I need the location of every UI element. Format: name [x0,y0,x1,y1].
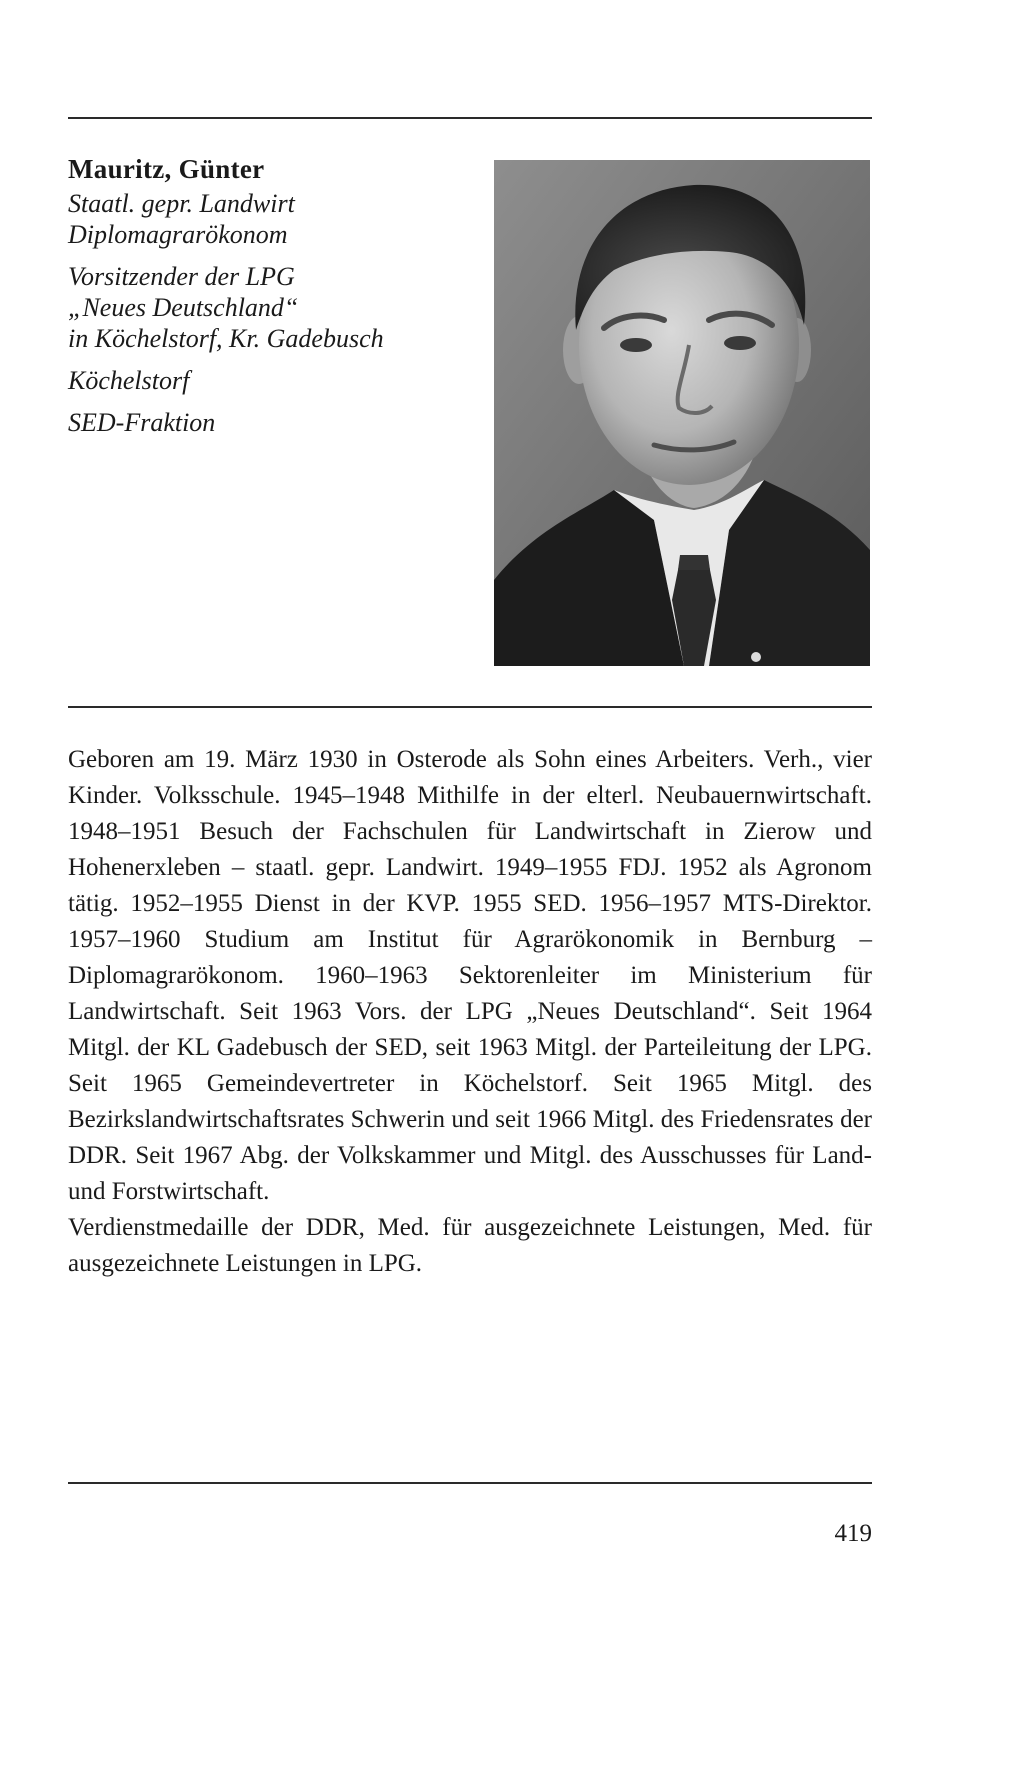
qualification-2: Diplomagrarökonom [68,220,288,249]
residence-block [68,365,468,396]
position-line-2: „Neues Deutschland“ [68,293,299,322]
biography [68,742,872,1282]
position [68,261,468,354]
faction: SED-Fraktion [68,408,216,437]
biography-paragraph-1: Geboren am 19. März 1930 in Osterode als Sohn eines Arbeiters. Verh., vier Kinder. Volksschule. 1945–1948 Mithilfe in der elterl. Neubauernwirtschaft. 1948–1951 Besuch der Fachschulen für Landwirtschaft in Zierow und Hohenerxleben – staatl. gepr. Landwirt. 1949–1955 FDJ. 1952 als Agronom tätig. 1952–1955 Dienst in der KVP. 1955 SED. 1956–1957 MTS-Direktor. 1957–1960 Studium am Institut für Agrarökonomik in Bernburg – Diplomagrarökonom. 1960–1963 Sektorenleiter im Ministerium für Landwirtschaft. Seit 1963 Vors. der LPG „Neues Deutschland“. Seit 1964 Mitgl. der KL Gadebusch der SED, seit 1963 Mitgl. der Parteileitung der LPG. Seit 1965 Gemeindevertreter in Köchelstorf. Seit 1965 Mitgl. des Bezirkslandwirtschaftsrates Schwerin und seit 1966 Mitgl. des Friedensrates der DDR. Seit 1967 Abg. der Volkskammer und Mitgl. des Ausschusses für Land- und Forstwirtschaft. [68,746,872,1205]
qualifications [68,188,468,250]
position-line-3: in Köchelstorf, Kr. Gadebusch [68,324,384,353]
biography-paragraph-2: Verdienstmedaille der DDR, Med. für ausgezeichnete Leistungen, Med. für ausgezeichnete Leistungen in LPG. [68,1214,872,1277]
middle-rule [68,706,872,708]
person-name: Mauritz, Günter [68,154,265,184]
residence: Köchelstorf [68,366,190,395]
faction-block [68,407,468,438]
portrait-photo [494,160,870,666]
qualification-1: Staatl. gepr. Landwirt [68,189,295,218]
position-line-1: Vorsitzender der LPG [68,262,295,291]
bottom-rule [68,1482,872,1484]
entry-header [68,152,468,438]
top-rule [68,117,872,119]
page-number: 419 [834,1520,872,1547]
